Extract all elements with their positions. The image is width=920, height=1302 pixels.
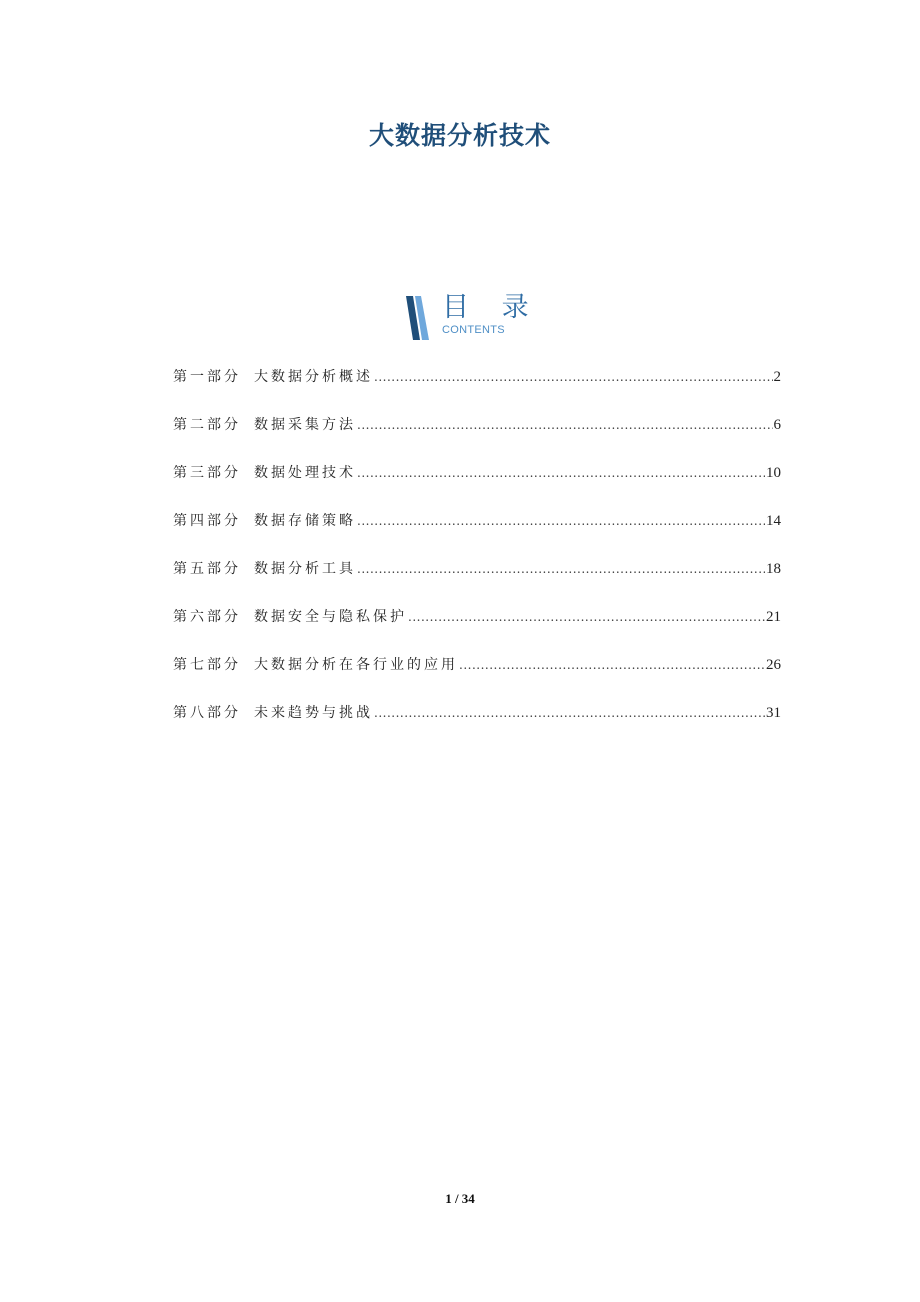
toc-subheading: CONTENTS (442, 324, 505, 336)
toc-entry-part: 第五部分 (173, 561, 241, 577)
toc-entry-leader (357, 412, 773, 438)
toc-entry[interactable] (173, 364, 781, 412)
toc-entry-part: 第一部分 (173, 369, 241, 385)
toc-entry-leader (408, 604, 765, 630)
toc-entry-leader (357, 556, 765, 582)
toc-entry-page: 10 (766, 465, 781, 481)
toc-entry-part: 第三部分 (173, 465, 241, 481)
toc-entry-title: 数据采集方法 (254, 417, 356, 433)
toc-entry-page: 2 (773, 369, 781, 385)
toc-entry-leader (357, 460, 765, 486)
document-title: 大数据分析技术 (368, 121, 551, 150)
toc-logo-icon (404, 296, 434, 340)
toc-entry[interactable] (173, 604, 781, 652)
toc-entry-title: 大数据分析概述 (254, 369, 373, 385)
toc-entry-page: 31 (766, 705, 781, 721)
toc-header (404, 292, 541, 342)
toc-entry[interactable] (173, 700, 781, 748)
toc-entry-part: 第六部分 (173, 609, 241, 625)
toc-entry-leader (374, 364, 773, 390)
toc-entry-page: 26 (766, 657, 781, 673)
toc-entry-page: 18 (766, 561, 781, 577)
toc-entry-leader (357, 508, 765, 534)
toc-entry[interactable] (173, 508, 781, 556)
toc-entry-title: 大数据分析在各行业的应用 (254, 657, 458, 673)
toc-entry-part: 第二部分 (173, 417, 241, 433)
toc-entry-leader (374, 700, 765, 726)
toc-entry-page: 14 (766, 513, 781, 529)
page-number: 1 / 34 (445, 1191, 475, 1206)
toc-entry[interactable] (173, 556, 781, 604)
toc-list (173, 364, 781, 748)
toc-heading: 目 录 (442, 292, 541, 323)
toc-entry-part: 第七部分 (173, 657, 241, 673)
toc-entry-leader (459, 652, 765, 678)
toc-entry-title: 数据分析工具 (254, 561, 356, 577)
toc-entry-page: 6 (773, 417, 781, 433)
toc-entry-title: 数据处理技术 (254, 465, 356, 481)
toc-entry-part: 第八部分 (173, 705, 241, 721)
toc-entry[interactable] (173, 412, 781, 460)
toc-entry-part: 第四部分 (173, 513, 241, 529)
toc-entry-page: 21 (766, 609, 781, 625)
toc-entry[interactable] (173, 652, 781, 700)
toc-entry-title: 数据安全与隐私保护 (254, 609, 407, 625)
toc-entry-title: 未来趋势与挑战 (254, 705, 373, 721)
toc-entry-title: 数据存储策略 (254, 513, 356, 529)
toc-entry[interactable] (173, 460, 781, 508)
